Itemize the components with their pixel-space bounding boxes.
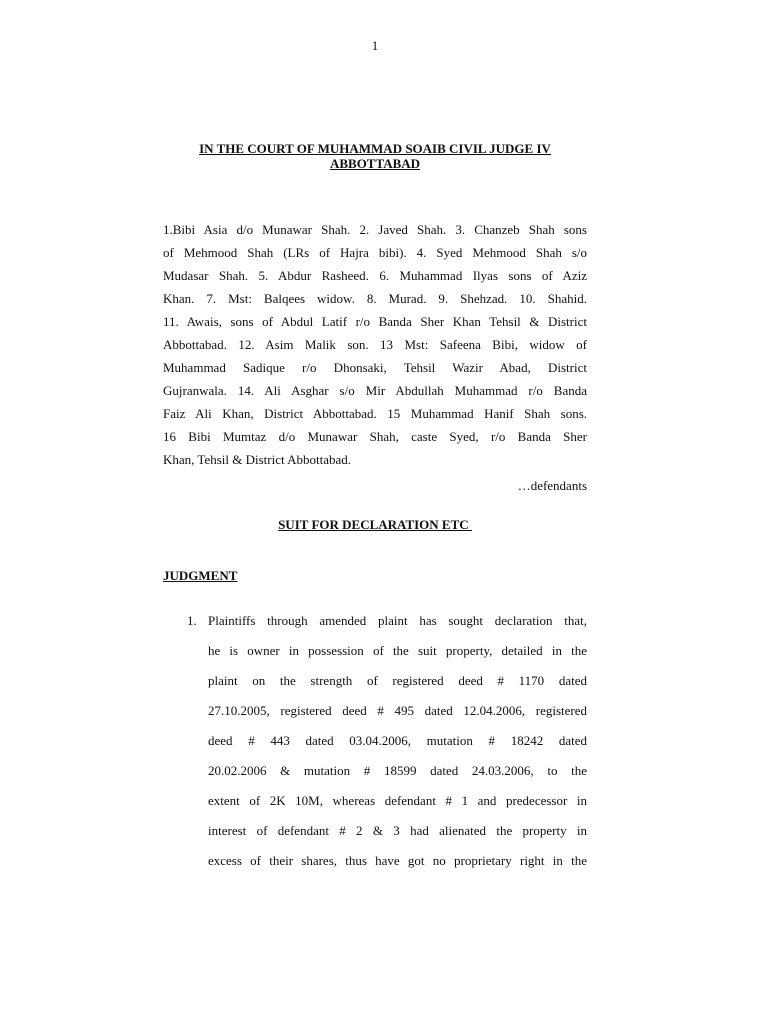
judgment-heading: JUDGMENT bbox=[163, 568, 238, 583]
paragraph-text bbox=[208, 606, 587, 876]
paragraph-number: 1. bbox=[187, 613, 197, 628]
court-title-line-1: IN THE COURT OF MUHAMMAD SOAIB CIVIL JUDGE IV bbox=[199, 141, 551, 156]
paragraph-line: excess of their shares, thus have got no proprietary right in the bbox=[208, 853, 587, 868]
parties-line: Gujranwala. 14. Ali Asghar s/o Mir Abdullah Muhammad r/o Banda bbox=[163, 383, 587, 398]
parties-line: Muhammad Sadique r/o Dhonsaki, Tehsil Wazir Abad, District bbox=[163, 360, 587, 375]
parties-line: Mudasar Shah. 5. Abdur Rasheed. 6. Muhammad Ilyas sons of Aziz bbox=[163, 268, 587, 283]
paragraph-line: interest of defendant # 2 & 3 had alienated the property in bbox=[208, 823, 587, 838]
parties-line: Khan. 7. Mst: Balqees widow. 8. Murad. 9. Shehzad. 10. Shahid. bbox=[163, 291, 587, 306]
parties-line: 16 Bibi Mumtaz d/o Munawar Shah, caste Syed, r/o Banda Sher bbox=[163, 429, 587, 444]
court-title bbox=[163, 141, 587, 171]
paragraph-line: Plaintiffs through amended plaint has sought declaration that, bbox=[208, 613, 587, 628]
parties-line: Abbottabad. 12. Asim Malik son. 13 Mst: Safeena Bibi, widow of bbox=[163, 337, 587, 352]
parties-line: of Mehmood Shah (LRs of Hajra bibi). 4. Syed Mehmood Shah s/o bbox=[163, 245, 587, 260]
page-number: 1 bbox=[371, 38, 379, 53]
paragraph-line: he is owner in possession of the suit property, detailed in the bbox=[208, 643, 587, 658]
parties-line: Khan, Tehsil & District Abbottabad. bbox=[163, 452, 352, 467]
parties-line: Faiz Ali Khan, District Abbottabad. 15 Muhammad Hanif Shah sons. bbox=[163, 406, 587, 421]
paragraph-line: 20.02.2006 & mutation # 18599 dated 24.03.2006, to the bbox=[208, 763, 587, 778]
parties-line: 11. Awais, sons of Abdul Latif r/o Banda Sher Khan Tehsil & District bbox=[163, 314, 587, 329]
defendants-label: …defendants bbox=[517, 478, 587, 493]
paragraph-line: deed # 443 dated 03.04.2006, mutation # 18242 dated bbox=[208, 733, 587, 748]
suit-title: SUIT FOR DECLARATION ETC bbox=[278, 517, 472, 532]
paragraph-line: 27.10.2005, registered deed # 495 dated 12.04.2006, registered bbox=[208, 703, 587, 718]
parties-block bbox=[163, 218, 587, 471]
paragraph-line: plaint on the strength of registered deed # 1170 dated bbox=[208, 673, 587, 688]
court-title-line-2: ABBOTTABAD bbox=[329, 156, 421, 171]
paragraph-line: extent of 2K 10M, whereas defendant # 1 and predecessor in bbox=[208, 793, 587, 808]
parties-line: 1.Bibi Asia d/o Munawar Shah. 2. Javed Shah. 3. Chanzeb Shah sons bbox=[163, 222, 587, 237]
